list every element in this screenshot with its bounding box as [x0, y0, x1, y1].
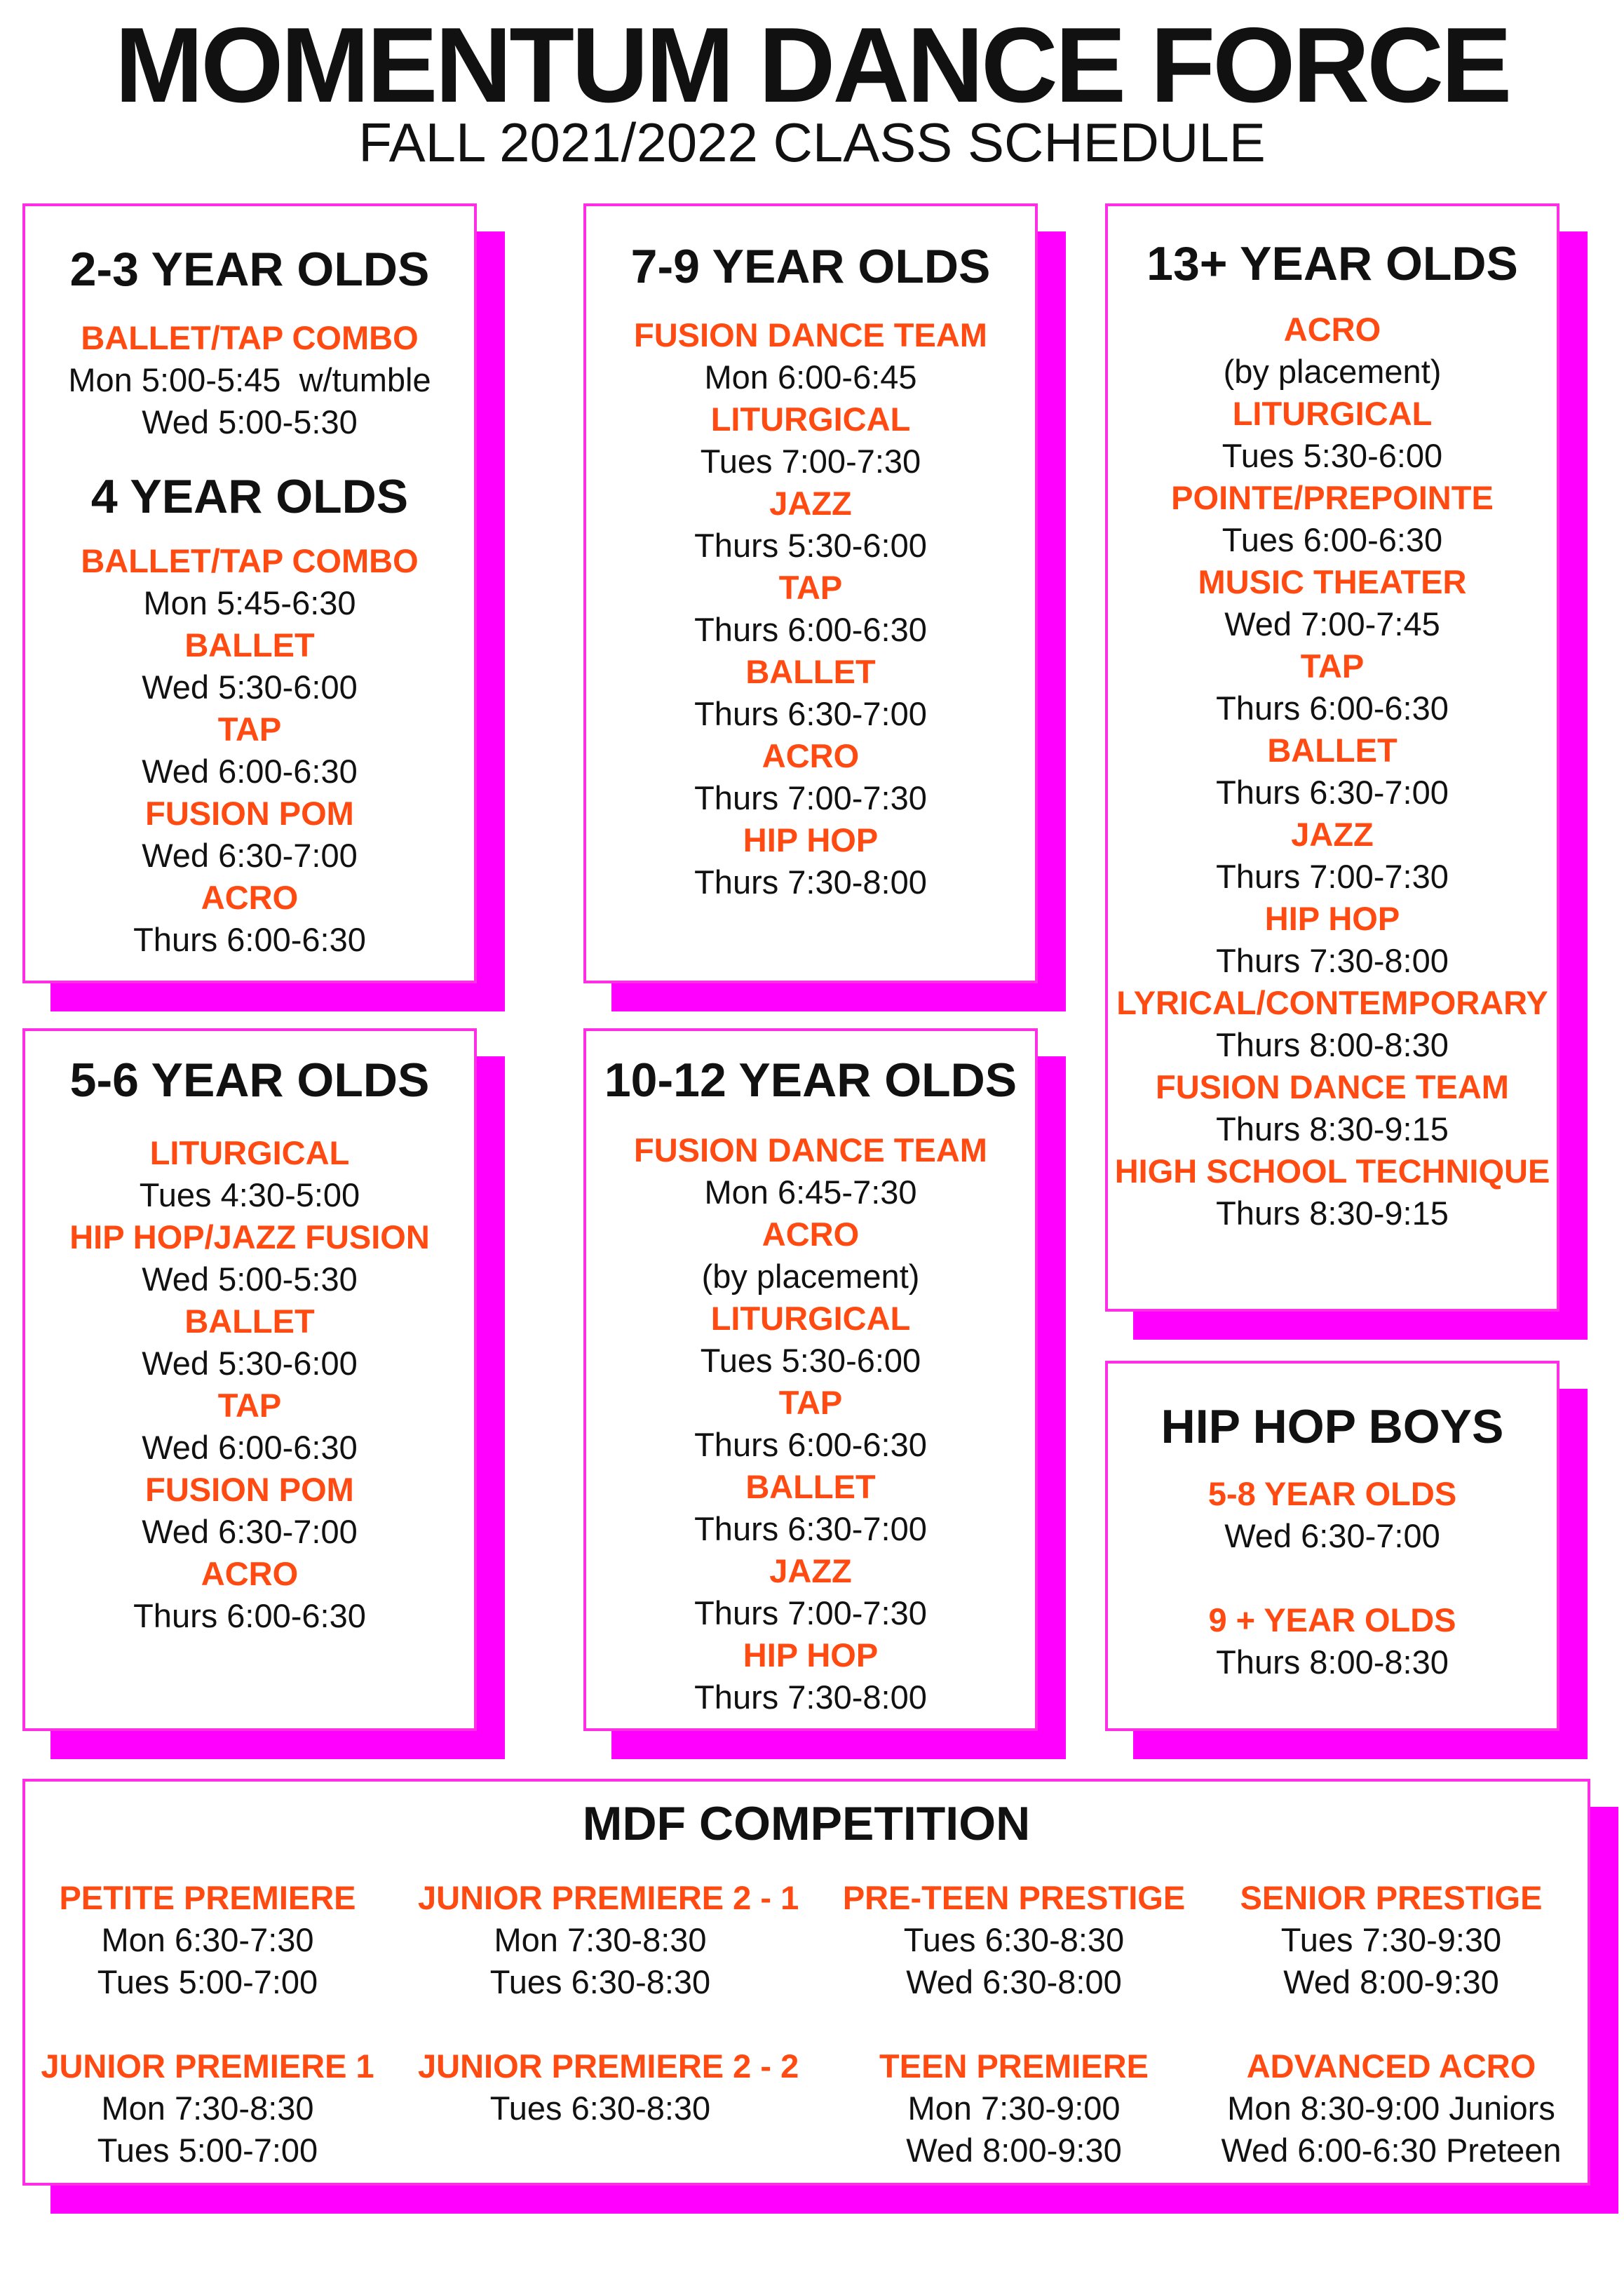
class-name-jazz: JAZZ — [769, 1552, 852, 1589]
class-name-hip-hop-jazz-fusion: HIP HOP/JAZZ FUSION — [69, 1218, 430, 1256]
class-time: (by placement) — [1223, 353, 1442, 390]
class-name-acro: ACRO — [762, 737, 860, 774]
class-time: Thurs 6:30-7:00 — [694, 695, 927, 732]
class-time: Wed 6:00-6:30 — [142, 753, 358, 790]
class-name-tap: TAP — [1300, 647, 1365, 685]
card-2-3-and-4-year-olds — [22, 203, 477, 983]
class-time: Mon 8:30-9:00 Juniors — [1227, 2090, 1555, 2127]
class-name-ballet-tap-combo: BALLET/TAP COMBO — [81, 542, 419, 579]
class-name-fusion-dance-team: FUSION DANCE TEAM — [1156, 1068, 1509, 1105]
card-mdf-competition — [22, 1779, 1590, 2186]
spacer — [418, 2003, 783, 2045]
class-name-fusion-dance-team: FUSION DANCE TEAM — [634, 1131, 987, 1169]
class-name-9-year-olds: 9 + YEAR OLDS — [1208, 1601, 1456, 1638]
competition-column-3 — [832, 1877, 1196, 2172]
class-time: Thurs 7:30-8:00 — [694, 1678, 927, 1716]
competition-column-2 — [418, 1877, 799, 2129]
class-name-hip-hop: HIP HOP — [743, 1636, 879, 1674]
heading-13-plus-year-olds: 13+ YEAR OLDS — [1146, 237, 1518, 290]
class-time: Thurs 5:30-6:00 — [694, 527, 927, 564]
class-name-ballet: BALLET — [745, 653, 876, 690]
competition-column-1 — [25, 1877, 390, 2172]
class-time: Tues 5:30-6:00 — [1222, 437, 1443, 474]
class-time: Thurs 8:00-8:30 — [1216, 1643, 1449, 1681]
class-list-10-12 — [586, 1129, 1035, 1718]
class-time: Mon 5:45-6:30 — [143, 584, 356, 621]
class-name-lyrical-contemporary: LYRICAL/CONTEMPORARY — [1116, 984, 1548, 1021]
page-title: MOMENTUM DANCE FORCE — [114, 6, 1510, 125]
class-time: Wed 6:30-7:00 — [1224, 1517, 1440, 1554]
class-time: Tues 7:00-7:30 — [700, 443, 921, 480]
class-time: Wed 7:00-7:45 — [1224, 605, 1440, 642]
class-name-junior-premiere-2-1: JUNIOR PREMIERE 2 - 1 — [418, 1879, 799, 1916]
class-time: Mon 7:30-8:30 — [101, 2090, 314, 2127]
spacer — [1108, 1557, 1557, 1599]
class-name-acro: ACRO — [1283, 311, 1381, 348]
class-name-ballet-tap-combo: BALLET/TAP COMBO — [81, 319, 419, 356]
class-time: Thurs 6:00-6:30 — [1216, 689, 1449, 727]
class-name-pointe-prepointe: POINTE/PREPOINTE — [1171, 479, 1494, 516]
class-name-liturgical: LITURGICAL — [1232, 395, 1433, 432]
class-time: Wed 6:30-7:00 — [142, 1513, 358, 1550]
class-time: Thurs 7:30-8:00 — [1216, 942, 1449, 979]
class-name-acro: ACRO — [201, 1555, 299, 1592]
class-name-ballet: BALLET — [1267, 732, 1398, 769]
class-time: Tues 5:00-7:00 — [97, 2132, 318, 2169]
class-time: Thurs 7:00-7:30 — [694, 1594, 927, 1631]
class-time: Wed 8:00-9:30 — [1283, 1963, 1499, 2000]
heading-4-year-olds: 4 YEAR OLDS — [90, 470, 409, 523]
card-7-9-year-olds — [583, 203, 1038, 983]
class-name-high-school-technique: HIGH SCHOOL TECHNIQUE — [1114, 1152, 1550, 1190]
class-list-13-plus — [1108, 309, 1557, 1234]
class-time: Wed 8:00-9:30 — [906, 2132, 1122, 2169]
class-name-teen-premiere: TEEN PREMIERE — [879, 2047, 1149, 2085]
class-time: Wed 5:00-5:30 — [142, 1260, 358, 1298]
class-name-tap: TAP — [217, 1387, 282, 1424]
spacer — [1202, 2003, 1581, 2045]
class-name-acro: ACRO — [762, 1216, 860, 1253]
class-time: Thurs 6:00-6:30 — [694, 1426, 927, 1463]
class-time: Tues 5:00-7:00 — [97, 1963, 318, 2000]
heading-10-12-year-olds: 10-12 YEAR OLDS — [604, 1054, 1017, 1107]
class-time: Thurs 7:00-7:30 — [1216, 858, 1449, 895]
class-name-music-theater: MUSIC THEATER — [1198, 563, 1467, 600]
page-subtitle: FALL 2021/2022 CLASS SCHEDULE — [358, 112, 1266, 173]
class-list-5-6 — [25, 1132, 474, 1637]
class-list-2-3 — [25, 317, 474, 443]
class-time: Thurs 6:30-7:00 — [694, 1510, 927, 1547]
class-name-junior-premiere-1: JUNIOR PREMIERE 1 — [41, 2047, 374, 2085]
class-time: Wed 5:30-6:00 — [142, 1345, 358, 1382]
class-time: (by placement) — [701, 1258, 920, 1295]
class-name-advanced-acro: ADVANCED ACRO — [1246, 2047, 1536, 2085]
class-name-tap: TAP — [778, 1384, 843, 1421]
class-time: Wed 6:00-6:30 — [142, 1429, 358, 1466]
class-time: Mon 7:30-8:30 — [494, 1921, 707, 1958]
class-time: Thurs 6:00-6:30 — [133, 1597, 366, 1634]
class-name-ballet: BALLET — [184, 1303, 315, 1340]
class-list-4 — [25, 540, 474, 961]
class-name-liturgical: LITURGICAL — [710, 401, 911, 438]
class-time: Wed 5:00-5:30 — [142, 403, 358, 440]
class-name-tap: TAP — [217, 711, 282, 748]
class-time: Wed 6:30-8:00 — [906, 1963, 1122, 2000]
class-name-senior-prestige: SENIOR PRESTIGE — [1240, 1879, 1543, 1916]
class-name-hip-hop: HIP HOP — [743, 821, 879, 859]
heading-hip-hop-boys: HIP HOP BOYS — [1161, 1400, 1504, 1453]
class-time: Thurs 8:30-9:15 — [1216, 1195, 1449, 1232]
class-time: Wed 5:30-6:00 — [142, 668, 358, 706]
class-name-pre-teen-prestige: PRE-TEEN PRESTIGE — [842, 1879, 1186, 1916]
class-name-ballet: BALLET — [745, 1468, 876, 1505]
class-time: Mon 6:00-6:45 — [704, 358, 917, 396]
class-name-junior-premiere-2-2: JUNIOR PREMIERE 2 - 2 — [418, 2047, 799, 2085]
card-5-6-year-olds — [22, 1028, 477, 1731]
card-10-12-year-olds — [583, 1028, 1038, 1731]
heading-5-6-year-olds: 5-6 YEAR OLDS — [69, 1054, 430, 1107]
class-time: Tues 6:30-8:30 — [903, 1921, 1125, 1958]
class-name-jazz: JAZZ — [769, 485, 852, 522]
class-name-acro: ACRO — [201, 879, 299, 916]
class-name-fusion-dance-team: FUSION DANCE TEAM — [634, 316, 987, 354]
class-name-jazz: JAZZ — [1291, 816, 1374, 853]
class-time: Thurs 8:30-9:15 — [1216, 1110, 1449, 1148]
class-time: Thurs 6:00-6:30 — [133, 921, 366, 958]
class-time: Mon 7:30-9:00 — [907, 2090, 1121, 2127]
class-time: Thurs 7:00-7:30 — [694, 779, 927, 816]
class-list-hip-hop-boys — [1108, 1473, 1557, 1683]
class-name-liturgical: LITURGICAL — [710, 1300, 911, 1337]
class-time: Tues 4:30-5:00 — [139, 1176, 360, 1213]
competition-column-4 — [1202, 1877, 1581, 2172]
class-list-7-9 — [586, 314, 1035, 903]
card-13-plus-year-olds — [1105, 203, 1559, 1312]
class-time: Thurs 7:30-8:00 — [694, 863, 927, 901]
class-time: Tues 7:30-9:30 — [1280, 1921, 1502, 1958]
class-time: Mon 6:30-7:30 — [101, 1921, 314, 1958]
spacer — [25, 2003, 390, 2045]
class-time: Wed 6:30-7:00 — [142, 837, 358, 874]
heading-2-3-year-olds: 2-3 YEAR OLDS — [69, 243, 430, 296]
class-name-ballet: BALLET — [184, 626, 315, 664]
class-time: Thurs 6:30-7:00 — [1216, 774, 1449, 811]
class-time: Thurs 6:00-6:30 — [694, 611, 927, 648]
class-time: Tues 6:30-8:30 — [489, 2090, 711, 2127]
spacer — [832, 2003, 1196, 2045]
card-hip-hop-boys — [1105, 1361, 1559, 1731]
class-name-liturgical: LITURGICAL — [149, 1134, 350, 1171]
class-time: Mon 6:45-7:30 — [704, 1173, 917, 1211]
class-time: Thurs 8:00-8:30 — [1216, 1026, 1449, 1063]
class-name-fusion-pom: FUSION POM — [145, 795, 354, 832]
class-name-5-8-year-olds: 5-8 YEAR OLDS — [1207, 1475, 1457, 1512]
class-time: Tues 6:30-8:30 — [489, 1963, 711, 2000]
class-name-tap: TAP — [778, 569, 843, 606]
class-name-hip-hop: HIP HOP — [1264, 900, 1400, 937]
class-time: Tues 5:30-6:00 — [700, 1342, 921, 1379]
class-name-petite-premiere: PETITE PREMIERE — [59, 1879, 356, 1916]
class-time: Mon 5:00-5:45 w/tumble — [68, 361, 431, 398]
heading-mdf-competition: MDF COMPETITION — [582, 1797, 1031, 1850]
class-time: Wed 6:00-6:30 Preteen — [1221, 2132, 1562, 2169]
heading-7-9-year-olds: 7-9 YEAR OLDS — [630, 240, 991, 293]
class-time: Tues 6:00-6:30 — [1222, 521, 1443, 558]
class-name-fusion-pom: FUSION POM — [145, 1471, 354, 1508]
